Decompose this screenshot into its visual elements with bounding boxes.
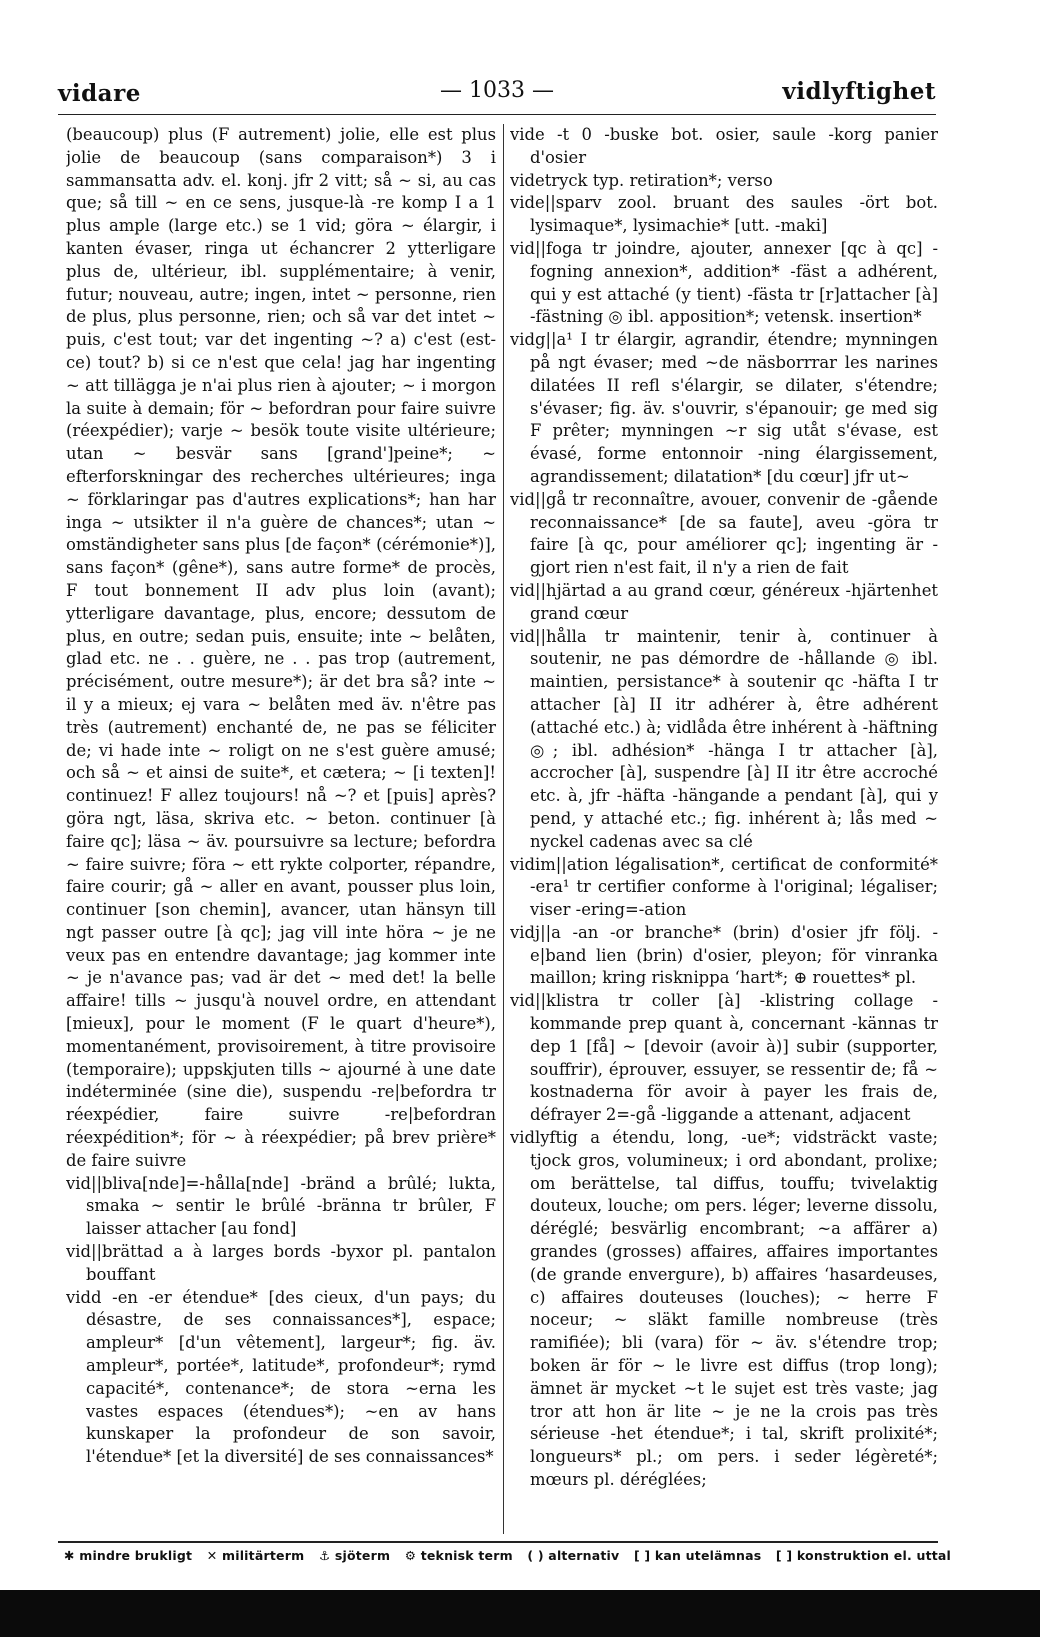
dictionary-entry: vidg||a¹ I tr élargir, agrandir, étendre; mynningen på ngt évaser; med ~de näsborrrar les narines dilatées II refl s'élargir, se dilater, s'étendre; s'évaser; fig. äv. s'ouvrir, s'épanouir; ge med sig F prêter; mynningen ~r sig utåt s'évase, est évasé, forme entonnoir -ning élargissement, agrandissement; dilatation* [du cœur] jfr ut~ [510,330,938,486]
dictionary-entry: vidim||ation légalisation*, certificat de conformité* -era¹ tr certifier conforme à l'original; légaliser; viser -ering=-ation [510,854,938,920]
right-column [510,124,938,1564]
dictionary-entry: videtryck typ. retiration*; verso [510,170,773,190]
dictionary-entry: vid||hålla tr maintenir, tenir à, continuer à soutenir, ne pas démordre de -hållande ◎ ibl. maintien, persistance* à soutenir qc -häfta I tr attacher [à] II itr adhérer à, être adhérent (attaché etc.) à; vidlåda être inhérent à -häftning ◎; ibl. adhésion* -hänga I tr attacher [à], accrocher [à], suspendre [à] II itr être accroché etc. à, jfr -häfta -hängande a pendant [à], qui y pend, y attaché etc.; fig. inhérent à; lås med ~ nyckel cadenas avec sa clé [510,626,938,851]
dictionary-entry: (beaucoup) plus (F autrement) jolie, elle est plus jolie de beaucoup (sans comparaison*) 3 i sammansatta adv. el. konj. jfr 2 vitt; så ~ si, au cas que; så till ~ en ce sens, jusque-là -re komp I a 1 plus ample (large etc.) se 1 vid; göra ~ élargir, i kanten évaser, ringa ut échancrer 2 ytterligare plus de, ultérieur, ibl. supplémentaire; à venir, futur; nouveau, autre; ingen, intet ~ personne, rien de plus, plus personne, rien; och så var det intet ~ puis, c'est tout; var det ingenting ~? a) c'est (est-ce) tout? b) si ce n'est que cela! jag har ingenting ~ att tillägga je n'ai plus rien à ajouter; ~ i morgon la suite à demain; för ~ befordran pour faire suivre (réexpédier); varje ~ besök toute visite ultérieure; utan ~ besvär sans [grand']peine*; ~ efterforskningar des recherches ultérieures; inga ~ förklaringar pas d'autres explications*; han har inga ~ utsikter il n'a guère de chances*; utan ~ omständigheter sans plus [de façon* (cérémonie*)], sans façon* (gêne*), sans autre forme* de procès, F tout bonnement II adv plus loin (avant); ytterligare davantage, plus, encore; dessutom de plus, en outre; sedan puis, ensuite; inte ~ belåten, glad etc. ne . . guère, ne . . pas trop (autrement, précisément, outre mesure*); är det bra så? inte ~ il y a mieux; ej vara ~ belåten med äv. n'être pas très (autrement) enchanté de, ne pas se féliciter de; vi hade inte ~ roligt on ne s'est guère amusé; och så ~ et ainsi de suite*, et cætera; ~ [i texten]! continuez! F allez toujours! nå ~? et [puis] après? göra ngt, läsa, skriva etc. ~ beton. continuer [à faire qc]; läsa ~ äv. poursuivre sa lecture; befordra ~ faire suivre; föra ~ ett rykte colporter, répandre, faire courir; gå ~ aller en avant, pousser plus loin, continuer [son chemin], avancer, utan hänsyn till ngt passer outre [à qc]; jag vill inte höra ~ je ne veux pas en entendre davantage; jag kommer inte ~ je n'avance pas; vad är det ~ med det! la belle affaire! tills ~ jusqu'à nouvel ordre, en attendant [mieux], pour le moment (F le quart d'heure*), momentanément, provisoirement, à titre provisoire (temporaire); uppskjuten tills ~ ajourné à une date indéterminée (sine die), suspendu -re|befordra tr réexpédier, faire suivre -re|befordran réexpédition*; för ~ à réexpédier; på brev prière* de faire suivre [66,125,496,1170]
dictionary-entry: vid||foga tr joindre, ajouter, annexer [qc à qc] -fogning annexion*, addition* -fäst a adhérent, qui y est attaché (y tient) -fästa tr [r]attacher [à] -fästning ◎ ibl. apposition*; vetensk. insertion* [510,238,938,327]
header-first-word: vidare [58,80,141,107]
legend-item: ⚓ sjöterm [318,1548,391,1563]
legend-item: ( ) alternativ [527,1548,620,1563]
header-last-word: vidlyftighet [782,78,936,105]
footer-rule [58,1541,938,1543]
dictionary-entry: vid||gå tr reconnaître, avouer, convenir de -gående reconnaissance* [de sa faute], aveu -göra tr faire [à qc, pour améliorer qc]; ingenting är -gjort rien n'est fait, il n'y a rien de fait [510,489,938,578]
dictionary-entry: vide -t 0 -buske bot. osier, saule -korg panier d'osier [510,125,938,167]
dictionary-entry: vidlyftig a étendu, long, -ue*; vidsträckt vaste; tjock gros, volumineux; i ord abondant, prolixe; om berättelse, tal diffus, touffu; tvivelaktig douteux, louche; om pers. léger; leverne dissolu, déréglé; besvärlig encombrant; ~a affärer a) grandes (grosses) affaires, affaires importantes (de grande envergure), b) affaires ʻhasardeuses, c) affaires douteuses (louches); ~ herre F noceur; ~ släkt famille nombreuse (très ramifiée); bli (vara) för ~ äv. s'étendre trop; boken är för ~ le livre est diffus (trop long); ämnet är mycket ~t le sujet est très vaste; jag tror att hon är lite ~ je ne la crois pas très sérieuse -het étendue*; i tal, skrift prolixité*; longueurs* pl.; om pers. i seder légèreté*; mœurs pl. déréglées; [510,1128,938,1490]
dictionary-entry: vid||klistra tr coller [à] -klistring collage -kommande prep quant à, concernant -kännas tr dep 1 [få] ~ [devoir (avoir à)] subir (supporter, souffrir), éprouver, essuyer, se ressentir de; få ~ kostnaderna för avoir à payer les frais de, défrayer 2=-gå -liggande a attenant, adjacent [510,991,938,1125]
legend-item: ✕ militärterm [206,1548,305,1563]
dictionary-entry: vidd -en -er étendue* [des cieux, d'un pays; du désastre, de ses connaissances*], espace; ampleur* [d'un vêtement], largeur*; fig. äv. ampleur*, portée*, latitude*, profondeur*; rymd capacité*, contenance*; de stora ~erna les vastes espaces (étendues*); ~en av hans kunskaper la profondeur de son savoir, l'étendue* [et la diversité] de ses connaissances* [66,1287,496,1467]
dictionary-entry: vid||brättad a à larges bords -byxor pl. pantalon bouffant [66,1242,496,1284]
page-number: — 1033 — [440,78,554,103]
dictionary-entry: vid||bliva[nde]=-hålla[nde] -bränd a brûlé; lukta, smaka ~ sentir le brûlé -bränna tr brûler, F laisser attacher [au fond] [66,1173,496,1239]
legend-item: [ ] kan utelämnas [633,1548,762,1563]
dictionary-entry: vid||hjärtad a au grand cœur, généreux -hjärtenhet grand cœur [510,580,938,623]
scan-border [0,1590,1040,1637]
page-header [58,78,936,115]
legend-item: ✱ mindre brukligt [64,1548,193,1563]
symbol-legend [64,1548,952,1563]
legend-item: [ ] konstruktion el. uttal [775,1548,952,1563]
legend-item: ⚙ teknisk term [404,1548,513,1563]
left-column [66,124,496,1564]
column-divider [503,124,504,1534]
dictionary-entry: vidj||a -an -or branche* (brin) d'osier jfr följ. -e|band lien (brin) d'osier, pleyon; för vinranka maillon; kring risknippa ʻhart*; ⊕ rouettes* pl. [510,922,938,988]
dictionary-entry: vide||sparv zool. bruant des saules -ört bot. lysimaque*, lysimachie* [utt. -maki] [510,193,938,236]
